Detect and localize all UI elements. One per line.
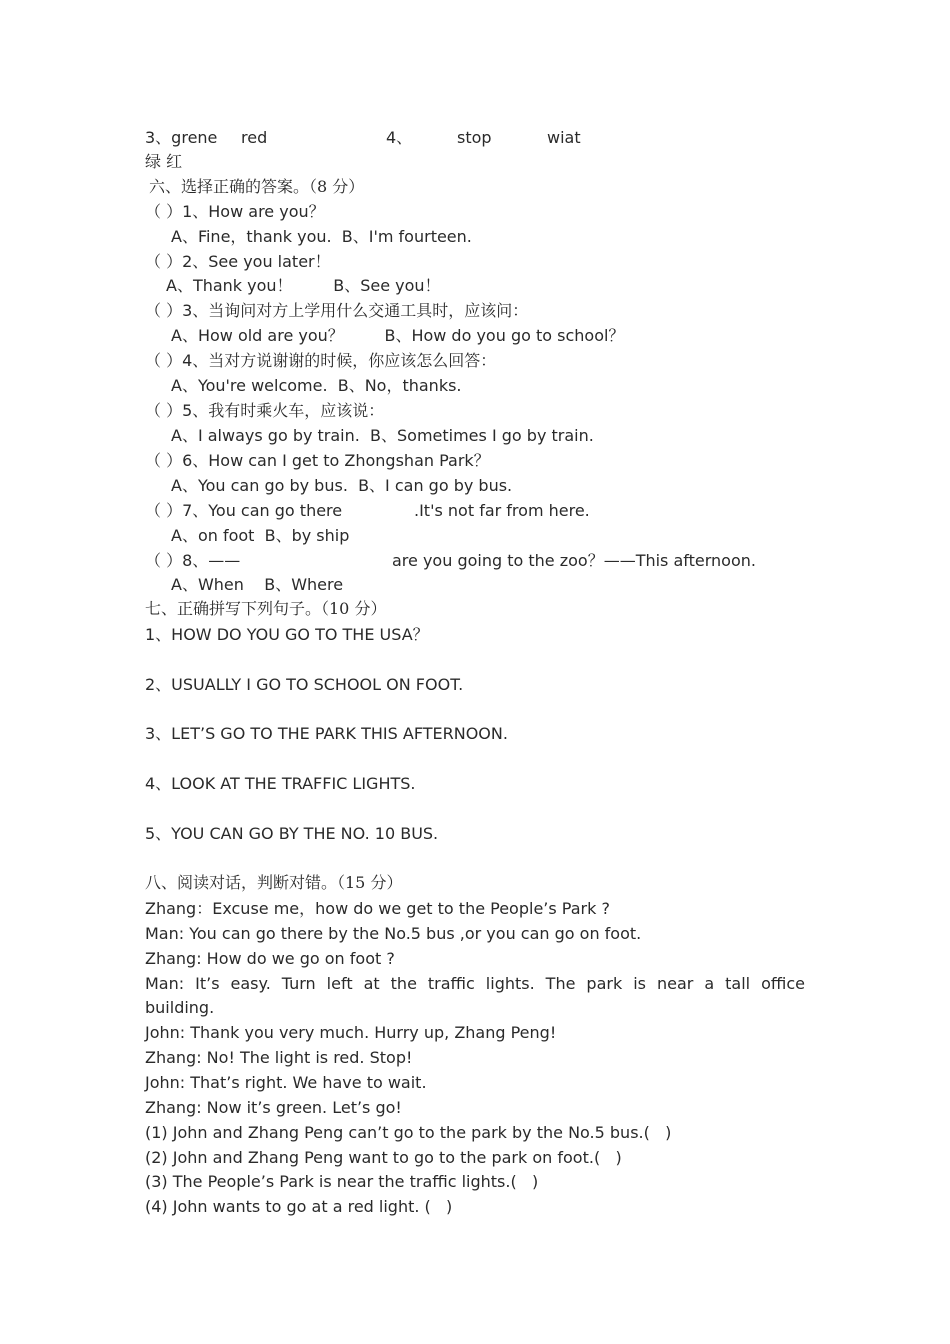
dialogue-line-8: Zhang: Now it’s green. Let’s go! [145, 1098, 402, 1117]
sentence-3: 3、LET’S GO TO THE PARK THIS AFTERNOON. [145, 724, 508, 743]
question-3: （ ）3、当询问对方上学用什么交通工具时，应该问： [145, 301, 529, 320]
sentence-4: 4、LOOK AT THE TRAFFIC LIGHTS. [145, 774, 416, 793]
question-1: （ ）1、How are you？ [145, 202, 325, 221]
dialogue-line-2: Man: You can go there by the No.5 bus ,or you can go on foot. [145, 924, 642, 943]
item4-word-a: stop [457, 128, 492, 147]
question-7: （ ）7、You can go there [145, 501, 343, 520]
dialogue-line-5: John: Thank you very much. Hurry up, Zhang Peng! [145, 1023, 557, 1042]
item3-number: 3、grene [145, 128, 218, 147]
question-1-options: A、Fine，thank you. B、I'm fourteen. [171, 227, 472, 246]
question-2: （ ）2、See you later！ [145, 252, 331, 271]
question-5-options: A、I always go by train. B、Sometimes I go by train. [171, 426, 594, 445]
question-7-options: A、on foot B、by ship [171, 526, 350, 545]
item3-word: red [241, 128, 268, 147]
question-6: （ ）6、How can I get to Zhongshan Park？ [145, 451, 490, 470]
question-6-options: A、You can go by bus. B、I can go by bus. [171, 476, 513, 495]
judgement-2: (2) John and Zhang Peng want to go to the park on foot.( ) [145, 1148, 622, 1167]
question-2-options: A、Thank you！ B、See you！ [166, 276, 441, 295]
judgement-1: (1) John and Zhang Peng can’t go to the park by the No.5 bus.( ) [145, 1123, 672, 1142]
judgement-4: (4) John wants to go at a red light. ( ) [145, 1197, 453, 1216]
dialogue-line-3: Zhang: How do we go on foot ? [145, 949, 395, 968]
section7-title: 七、正确拼写下列句子。（10 分） [145, 599, 387, 618]
question-8-options: A、When B、Where [171, 575, 344, 594]
question-8-tail: are you going to the zoo？——This afternoon. [392, 551, 756, 570]
sentence-5: 5、YOU CAN GO BY THE NO. 10 BUS. [145, 824, 439, 843]
question-5: （ ）5、我有时乘火车，应该说： [145, 401, 385, 420]
judgement-3: (3) The People’s Park is near the traffic lights.( ) [145, 1172, 539, 1191]
item4-number: 4、 [386, 128, 413, 147]
question-3-options: A、How old are you？ B、How do you go to school？ [171, 326, 625, 345]
section6-title: 六、选择正确的答案。（8 分） [149, 177, 365, 196]
dialogue-line-1: Zhang：Excuse me，how do we get to the People’s Park ? [145, 899, 610, 918]
item4-word-b: wiat [547, 128, 581, 147]
dialogue-line-7: John: That’s right. We have to wait. [145, 1073, 427, 1092]
question-7-tail: .It's not far from here. [414, 501, 590, 520]
dialogue-line-6: Zhang: No! The light is red. Stop! [145, 1048, 413, 1067]
question-8: （ ）8、—— [145, 551, 241, 570]
sentence-1: 1、HOW DO YOU GO TO THE USA？ [145, 625, 429, 644]
question-4: （ ）4、当对方说谢谢的时候，你应该怎么回答： [145, 351, 497, 370]
sentence-2: 2、USUALLY I GO TO SCHOOL ON FOOT. [145, 675, 464, 694]
dialogue-line-4-cont: building. [145, 998, 215, 1017]
question-4-options: A、You're welcome. B、No，thanks. [171, 376, 462, 395]
dialogue-line-4: Man: It’s easy. Turn left at the traffic lights. The park is near a tall office [145, 974, 805, 993]
chinese-hint: 绿 红 [145, 152, 183, 171]
section8-title: 八、阅读对话，判断对错。（15 分） [145, 873, 403, 892]
